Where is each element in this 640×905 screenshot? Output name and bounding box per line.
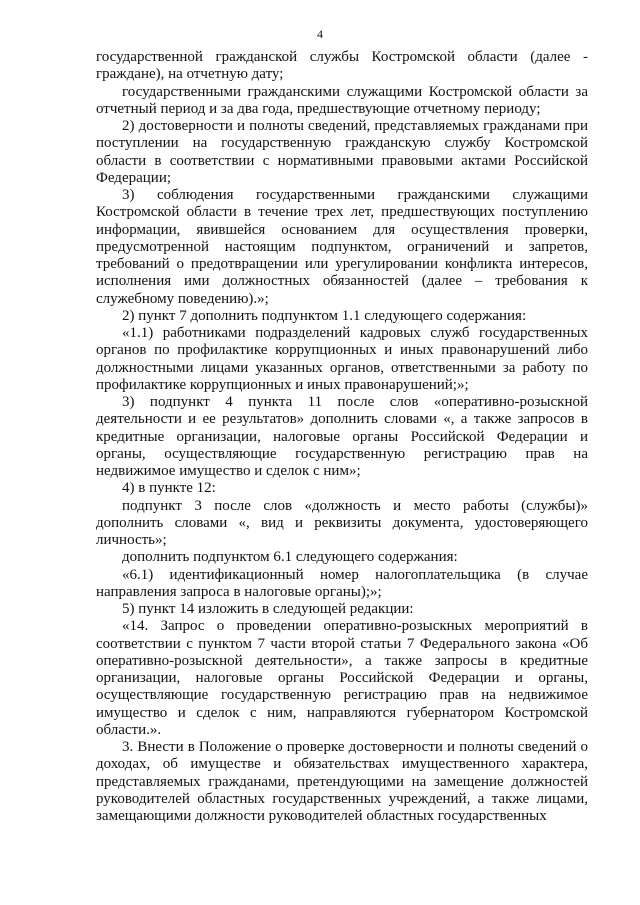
paragraph: «6.1) идентификационный номер налогоплательщика (в случае направления запроса в налоговые органы);»; [96, 566, 588, 600]
paragraph: дополнить подпунктом 6.1 следующего содержания: [122, 549, 458, 566]
paragraph: государственной гражданской службы Костромской области (далее - граждане), на отчетную дату; [96, 49, 588, 83]
paragraph: 3. Внести в Положение о проверке достоверности и полноты сведений о доходах, об имуществе и обязательствах имущественного характера, представляемых гражданами, претендующими на замещение должностей руководителей областных государственных учреждений, а также лицами, замещающими должности руководителей областных государственных [96, 739, 588, 824]
paragraph: 2) достоверности и полноты сведений, представляемых гражданами при поступлении на государственную гражданскую службу Костромской области в соответствии с нормативными правовыми актами Российской Федерации; [96, 118, 588, 186]
paragraph: подпункт 3 после слов «должность и место работы (службы)» дополнить словами «, вид и реквизиты документа, удостоверяющего личность»; [96, 497, 588, 548]
paragraph: 4) в пункте 12: [122, 480, 216, 497]
document-body [96, 49, 588, 825]
paragraph: «1.1) работниками подразделений кадровых служб государственных органов по профилактике коррупционных и иных правонарушений либо должностными лицами указанных органов, ответственными за работу по профилактике коррупционных и иных правонарушений;»; [96, 325, 588, 393]
paragraph: «14. Запрос о проведении оперативно-розыскных мероприятий в соответствии с пунктом 7 части второй статьи 7 Федерального закона «Об оперативно-розыскной деятельности», а также запросы в кредитные организации, налоговые органы Российской Федерации и органы, осуществляющие государственную регистрацию прав на недвижимое имущество и сделок с ним, направляются губернатором Костромской области.». [96, 618, 588, 738]
paragraph: государственными гражданскими служащими Костромской области за отчетный период и за два года, предшествующие отчетному периоду; [96, 83, 588, 117]
paragraph: 5) пункт 14 изложить в следующей редакции: [122, 601, 414, 617]
page-number: 4 [317, 27, 323, 41]
paragraph: 3) подпункт 4 пункта 11 после слов «оперативно-розыскной деятельности и ее результатов» дополнить словами «, а также запросов в кредитные организации, налоговые органы Российской Федерации и органы, осуществляющие государственную регистрацию прав на недвижимое имущество и сделок с ним»; [96, 394, 588, 479]
paragraph: 3) соблюдения государственными гражданскими служащими Костромской области в течение трех лет, предшествующих поступлению информации, явившейся основанием для осуществления проверки, предусмотренной настоящим подпунктом, ограничений и запретов, требований о предотвращении или урегулировании конфликта интересов, исполнения ими должностных обязанностей (далее – требования к служебному поведению).»; [96, 187, 588, 307]
paragraph: 2) пункт 7 дополнить подпунктом 1.1 следующего содержания: [122, 307, 527, 324]
